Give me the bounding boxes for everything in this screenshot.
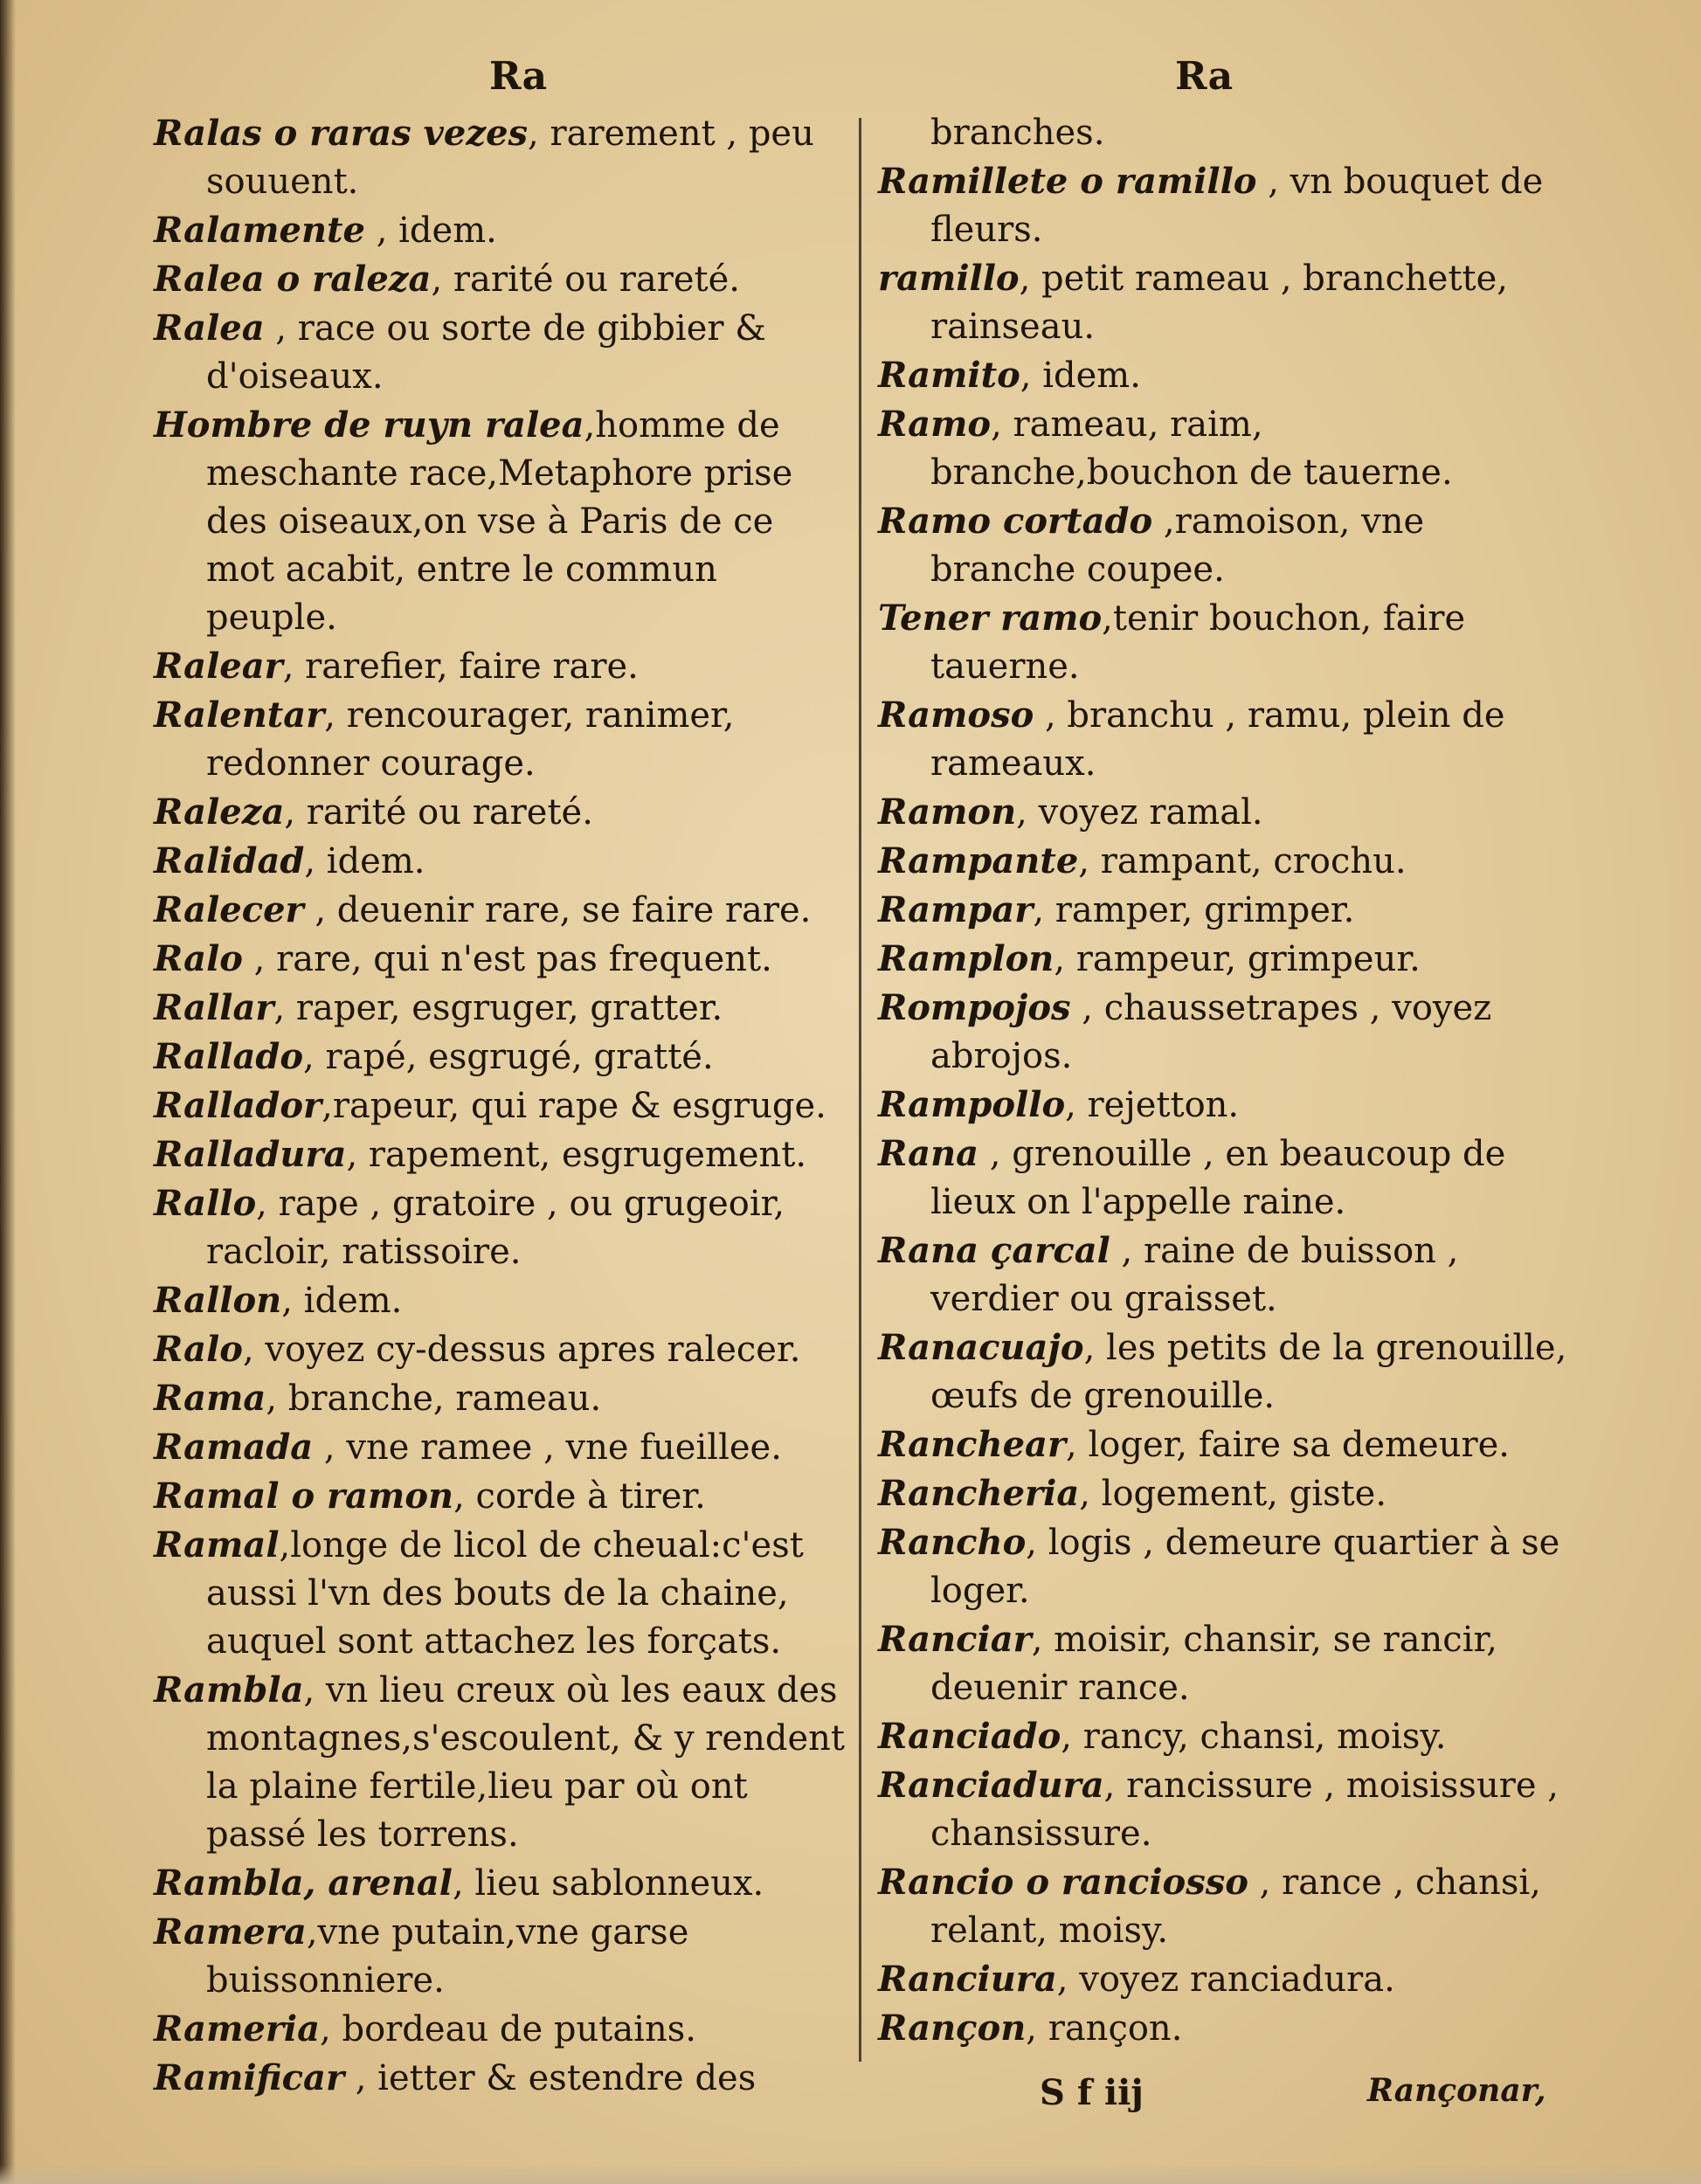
- dictionary-entry: [154, 1859, 848, 1908]
- dictionary-entry: [154, 1033, 848, 1082]
- entry-definition: , chaussetrapes , voyez abrojos.: [930, 988, 1492, 1076]
- entry-definition: , raper, esgruger, gratter.: [273, 988, 723, 1028]
- dictionary-entry: [154, 1130, 848, 1179]
- dictionary-entry: [154, 1521, 848, 1666]
- dictionary-entry: [878, 935, 1568, 984]
- right-column: [878, 109, 1568, 2053]
- entry-definition: , deuenir rare, se faire rare.: [303, 890, 812, 930]
- dictionary-entry: [878, 1081, 1568, 1130]
- entry-headword: Ralamente: [154, 210, 365, 251]
- entry-definition: , ietter & estendre des: [344, 2058, 757, 2098]
- left-column: [154, 109, 848, 2103]
- entry-definition: , rancy, chansi, moisy.: [1061, 1717, 1447, 1757]
- entry-definition: ,homme de meschante race,Metaphore prise des oiseaux,on vse à Paris de ce mot acabit, entre le commun peuple.: [206, 405, 793, 638]
- entry-headword: Tener ramo: [878, 598, 1103, 639]
- entry-definition: , voyez ramal.: [1016, 792, 1263, 833]
- entry-headword: Rancho: [878, 1522, 1027, 1563]
- entry-headword: Ramon: [878, 791, 1017, 833]
- dictionary-entry: [154, 304, 848, 401]
- entry-definition: , vn lieu creux où les eaux des montagnes,s'escoulent, & y rendent la plaine fertile,lieu par où ont passé les torrens.: [206, 1670, 845, 1855]
- dictionary-entry: [878, 497, 1568, 594]
- entry-definition: ,longe de licol de cheual:c'est aussi l'vn des bouts de la chaine, auquel sont attachez les forçats.: [206, 1525, 804, 1662]
- dictionary-entry: [878, 788, 1568, 837]
- entry-definition: , logement, giste.: [1079, 1474, 1387, 1514]
- entry-definition: ,tenir bouchon, faire tauerne.: [930, 598, 1466, 687]
- dictionary-entry: [878, 1518, 1568, 1615]
- entry-definition: , vn bouquet de fleurs.: [930, 162, 1544, 250]
- dictionary-entry: [154, 206, 848, 255]
- entry-headword: Rana: [878, 1133, 979, 1174]
- dictionary-entry: [154, 886, 848, 935]
- entry-headword: Rambla: [154, 1669, 304, 1711]
- entry-definition: , loger, faire sa demeure.: [1066, 1425, 1510, 1465]
- entry-definition: , rançon.: [1026, 2008, 1183, 2049]
- entry-definition: , rapement, esgrugement.: [346, 1135, 807, 1175]
- dictionary-entry: [878, 400, 1568, 497]
- dictionary-entry: [154, 1276, 848, 1325]
- gutter-shadow: [0, 0, 16, 2184]
- dictionary-entry: [878, 1858, 1568, 1955]
- entry-headword: Ralo: [154, 1329, 243, 1370]
- entry-definition: , rencourager, ranimer, redonner courage.: [206, 695, 735, 784]
- entry-headword: Ranciar: [878, 1619, 1032, 1660]
- dictionary-entry: [878, 157, 1568, 254]
- entry-headword: Ranchear: [878, 1424, 1067, 1465]
- entry-definition: , rarement , peu souuent.: [206, 114, 814, 202]
- entry-headword: Ranacuajo: [878, 1327, 1084, 1368]
- dictionary-entry: [878, 109, 1568, 157]
- entry-definition: ,vne putain,vne garse buissonniere.: [206, 1912, 689, 2001]
- dictionary-entry: [878, 1955, 1568, 2004]
- entry-headword: Rama: [154, 1378, 266, 1419]
- entry-headword: Rampar: [878, 889, 1034, 930]
- entry-headword: Ramal o ramon: [154, 1476, 454, 1517]
- running-head-right: Ra: [1175, 54, 1234, 99]
- dictionary-entry: [154, 984, 848, 1033]
- entry-definition: , rare, qui n'est pas frequent.: [242, 939, 772, 979]
- dictionary-entry: [878, 1420, 1568, 1469]
- entry-definition: , grenouille , en beaucoup de lieux on l'appelle raine.: [930, 1134, 1506, 1222]
- entry-headword: Rallo: [154, 1183, 257, 1224]
- entry-definition: , ramper, grimper.: [1033, 890, 1355, 930]
- entry-headword: Rallador: [154, 1085, 322, 1126]
- dictionary-entry: [154, 1374, 848, 1423]
- entry-definition: , moisir, chansir, se rancir, deuenir rance.: [930, 1620, 1497, 1708]
- entry-headword: Ralidad: [154, 840, 305, 881]
- entry-definition: , les petits de la grenouille, œufs de grenouille.: [930, 1328, 1567, 1416]
- entry-definition: , logis , demeure quartier à se loger.: [930, 1523, 1560, 1611]
- entry-headword: Ramo cortado: [878, 501, 1153, 542]
- entry-headword: Ramificar: [154, 2057, 345, 2098]
- dictionary-entry: [154, 2005, 848, 2054]
- dictionary-entry: [878, 984, 1568, 1081]
- entry-definition: ,rapeur, qui rape & esgruge.: [322, 1086, 826, 1126]
- entry-headword: Rameria: [154, 2008, 321, 2049]
- entry-definition: , idem.: [1020, 356, 1141, 396]
- entry-headword: Ramito: [878, 355, 1020, 396]
- dictionary-entry: [154, 788, 848, 837]
- dictionary-entry: [154, 401, 848, 642]
- dictionary-entry: [154, 1179, 848, 1276]
- entry-definition: , petit rameau , branchette, rainseau.: [930, 259, 1508, 347]
- entry-headword: Ralea: [154, 308, 265, 349]
- entry-headword: Ralecer: [154, 889, 304, 930]
- entry-headword: Ramera: [154, 1911, 307, 1952]
- entry-definition: , lieu sablonneux.: [452, 1863, 764, 1904]
- dictionary-entry: [878, 691, 1568, 788]
- entry-definition: , rance , chansi, relant, moisy.: [930, 1863, 1541, 1951]
- entry-headword: Rompojos: [878, 987, 1071, 1028]
- entry-definition: , bordeau de putains.: [320, 2009, 696, 2049]
- dictionary-entry: [878, 1469, 1568, 1518]
- entry-headword: Ramplon: [878, 938, 1054, 979]
- entry-definition: , rape , gratoire , ou grugeoir, racloir, ratissoire.: [206, 1184, 785, 1272]
- entry-definition: , idem.: [364, 211, 497, 251]
- entry-definition: , rarité ou rareté.: [284, 792, 593, 833]
- entry-headword: Rallon: [154, 1280, 282, 1321]
- dictionary-entry: [878, 2004, 1568, 2053]
- entry-headword: Raleza: [154, 791, 285, 833]
- entry-headword: Rana çarcal: [878, 1230, 1110, 1271]
- entry-definition: , rejetton.: [1065, 1085, 1240, 1125]
- dictionary-entry: [878, 351, 1568, 400]
- entry-headword: Ranciado: [878, 1716, 1061, 1757]
- entry-definition: , corde à tirer.: [453, 1476, 706, 1517]
- entry-headword: Ralo: [154, 938, 243, 979]
- entry-headword: Ramillete o ramillo: [878, 161, 1257, 202]
- entry-headword: Rallar: [154, 987, 274, 1028]
- dictionary-entry: [878, 1324, 1568, 1420]
- entry-definition: , branche, rameau.: [266, 1379, 602, 1419]
- dictionary-entry: [154, 2054, 848, 2103]
- entry-headword: Rambla, arenal: [154, 1863, 453, 1904]
- dictionary-entry: [154, 1082, 848, 1130]
- entry-definition: , rampeur, grimpeur.: [1054, 939, 1421, 979]
- dictionary-entry: [878, 886, 1568, 935]
- dictionary-entry: [154, 255, 848, 304]
- entry-headword: Rancio o ranciosso: [878, 1862, 1248, 1903]
- entry-headword: Ramal: [154, 1524, 280, 1565]
- signature-mark: S f iij: [1040, 2072, 1144, 2113]
- dictionary-entry: [154, 1666, 848, 1859]
- entry-headword: Hombre de ruyn ralea: [154, 404, 584, 446]
- dictionary-entry: [154, 1472, 848, 1521]
- entry-definition: ,ramoison, vne branche coupee.: [930, 501, 1425, 590]
- dictionary-entry: [878, 837, 1568, 886]
- dictionary-entry: [154, 1908, 848, 2005]
- entry-definition: , rarefier, faire rare.: [282, 646, 639, 687]
- entry-headword: Ranciadura: [878, 1765, 1104, 1806]
- entry-headword: Rancheria: [878, 1473, 1080, 1514]
- entry-definition: , idem.: [281, 1281, 403, 1321]
- catchword: Rançonar,: [1367, 2072, 1546, 2109]
- dictionary-entry: [878, 254, 1568, 351]
- entry-headword: Ranciura: [878, 1959, 1057, 2000]
- dictionary-entry: [154, 109, 848, 206]
- running-head-left: Ra: [489, 54, 548, 99]
- entry-headword: Ramada: [154, 1427, 314, 1468]
- entry-headword: Ramo: [878, 404, 992, 445]
- dictionary-entry: [154, 1423, 848, 1472]
- dictionary-entry: [154, 935, 848, 984]
- dictionary-entry: [154, 642, 848, 691]
- dictionary-entry: [878, 1227, 1568, 1324]
- dictionary-entry: [878, 1712, 1568, 1761]
- entry-headword: Rallado: [154, 1036, 304, 1077]
- dictionary-entry: [878, 1761, 1568, 1858]
- dictionary-entry: [154, 691, 848, 788]
- entry-definition: , branchu , ramu, plein de rameaux.: [930, 695, 1505, 784]
- dictionary-entry: [878, 1130, 1568, 1227]
- dictionary-entry: [878, 594, 1568, 691]
- dictionary-entry: [878, 1615, 1568, 1712]
- entry-definition: , rarité ou rareté.: [431, 259, 741, 300]
- entry-definition: , rapé, esgrugé, gratté.: [303, 1037, 714, 1077]
- entry-headword: Ramoso: [878, 695, 1034, 736]
- entry-definition: , rameau, raim, branche,bouchon de tauerne.: [930, 404, 1453, 493]
- entry-headword: Ralladura: [154, 1134, 347, 1175]
- entry-headword: Rançon: [878, 2008, 1027, 2049]
- dictionary-entry: [154, 1325, 848, 1374]
- column-divider: [859, 118, 861, 2062]
- entry-headword: Rampante: [878, 840, 1079, 881]
- entry-headword: Ralea o raleza: [154, 259, 432, 300]
- entry-definition: , rancissure , moisissure , chansissure.: [930, 1766, 1559, 1854]
- entry-definition: , raine de buisson , verdier ou graisset.: [930, 1231, 1459, 1319]
- entry-definition: , race ou sorte de gibbier & d'oiseaux.: [206, 308, 766, 397]
- entry-definition: , rampant, crochu.: [1078, 841, 1407, 881]
- entry-headword: ramillo: [878, 258, 1020, 299]
- page-edge: [0, 2165, 1701, 2184]
- entry-definition: , vne ramee , vne fueillee.: [313, 1427, 782, 1468]
- entry-headword: Ralear: [154, 646, 283, 687]
- entry-definition: branches.: [930, 113, 1105, 153]
- entry-headword: Rampollo: [878, 1084, 1066, 1125]
- entry-definition: , voyez ranciadura.: [1056, 1959, 1395, 2000]
- entry-definition: , voyez cy-dessus apres ralecer.: [242, 1330, 801, 1370]
- entry-headword: Ralas o raras vezes: [154, 113, 529, 154]
- entry-definition: , idem.: [304, 841, 425, 881]
- dictionary-entry: [154, 837, 848, 886]
- entry-headword: Ralentar: [154, 695, 325, 736]
